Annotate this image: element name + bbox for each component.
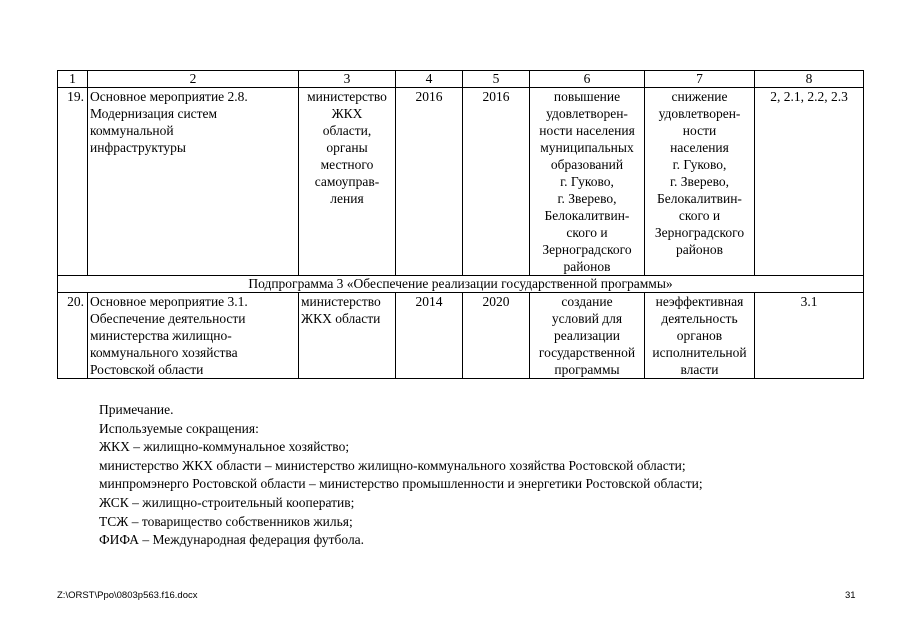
text-line: образований: [550, 157, 624, 172]
text-line: деятельность: [661, 311, 738, 326]
abbreviation-item: ЖКХ – жилищно-коммунальное хозяйство;: [99, 439, 350, 455]
executor-cell: [299, 293, 396, 379]
text-line: коммунальной: [90, 123, 174, 138]
column-number-row: [58, 71, 864, 88]
footer-file-path: Z:\ORST\Ppo\0803p563.f16.docx: [57, 590, 198, 601]
column-number-cell: 6: [530, 71, 645, 88]
table-row: [58, 88, 864, 276]
text-line: Ростовской области: [90, 362, 204, 377]
end-year-cell: 2020: [463, 293, 530, 379]
text-line: ЖКХ области: [301, 311, 381, 326]
event-name-cell: [88, 88, 299, 276]
text-line: районов: [675, 242, 724, 257]
text-line: министерство: [307, 89, 387, 104]
column-number-cell: 4: [396, 71, 463, 88]
text-line: органы: [326, 140, 368, 155]
text-line: Белокалитвин-: [544, 208, 630, 223]
subprogram-title: Подпрограмма 3 «Обеспечение реализации государственной программы»: [58, 276, 864, 293]
text-line: самоуправ-: [314, 174, 380, 189]
end-year-cell: 2016: [463, 88, 530, 276]
text-line: программы: [554, 362, 620, 377]
text-line: местного: [320, 157, 374, 172]
text-line: реализации: [554, 328, 620, 343]
column-number-cell: 2: [88, 71, 299, 88]
text-line: министерство: [301, 294, 381, 309]
column-number-cell: 3: [299, 71, 396, 88]
column-number-cell: 8: [755, 71, 864, 88]
text-line: ления: [330, 191, 364, 206]
text-line: неэффективная: [655, 294, 744, 309]
events-table: [57, 70, 864, 379]
start-year-cell: 2014: [396, 293, 463, 379]
text-line: ского и: [678, 208, 721, 223]
text-line: Зерноградского: [654, 225, 745, 240]
table-row: [58, 293, 864, 379]
start-year-cell: 2016: [396, 88, 463, 276]
text-line: Зерноградского: [542, 242, 632, 257]
row-number: 19.: [58, 88, 88, 276]
text-line: повышение: [553, 89, 621, 104]
abbreviation-item: ЖСК – жилищно-строительный кооператив;: [99, 494, 355, 510]
text-line: г. Зверево,: [557, 191, 617, 206]
abbreviation-item: ФИФА – Международная федерация футбола.: [99, 532, 365, 548]
subprogram-row: [58, 276, 864, 293]
abbreviation-item: ТСЖ – товарищество собственников жилья;: [99, 513, 353, 529]
text-line: ности: [682, 123, 717, 138]
indicator-link-cell: 2, 2.1, 2.2, 2.3: [755, 88, 864, 276]
text-line: Обеспечение деятельности: [90, 311, 246, 326]
expected-result-cell: [530, 293, 645, 379]
consequence-cell: [645, 293, 755, 379]
abbreviations-title: Используемые сокращения:: [99, 420, 259, 436]
text-line: коммунального хозяйства: [90, 345, 238, 360]
text-line: г. Зверево,: [670, 174, 729, 189]
text-line: Основное мероприятие 2.8.: [90, 89, 248, 104]
indicator-link-cell: 3.1: [755, 293, 864, 379]
text-line: органов: [676, 328, 723, 343]
column-number-cell: 1: [58, 71, 88, 88]
text-line: г. Гуково,: [560, 174, 614, 189]
text-line: инфраструктуры: [90, 140, 186, 155]
text-line: Модернизация систем: [90, 106, 218, 121]
text-line: Белокалитвин-: [657, 191, 742, 206]
text-line: населения: [670, 140, 729, 155]
executor-cell: [299, 88, 396, 276]
text-line: государственной: [538, 345, 636, 360]
text-line: Основное мероприятие 3.1.: [90, 294, 248, 309]
notes-block: [99, 401, 703, 550]
consequence-cell: [645, 88, 755, 276]
abbreviation-item: минпромэнерго Ростовской области – министерство промышленности и энергетики Ростовской области;: [99, 476, 703, 492]
expected-result-cell: [530, 88, 645, 276]
text-line: удовлетворен-: [546, 106, 628, 121]
text-line: области,: [322, 123, 372, 138]
abbreviation-item: министерство ЖКХ области – министерство жилищно-коммунального хозяйства Ростовской области;: [99, 457, 686, 473]
text-line: власти: [680, 362, 719, 377]
text-line: ского и: [566, 225, 608, 240]
row-number: 20.: [58, 293, 88, 379]
text-line: муниципальных: [540, 140, 634, 155]
text-line: г. Гуково,: [672, 157, 727, 172]
column-number-cell: 7: [645, 71, 755, 88]
text-line: ности населения: [539, 123, 635, 138]
page-number: 31: [845, 590, 856, 601]
text-line: условий для: [551, 311, 623, 326]
event-name-cell: [88, 293, 299, 379]
text-line: ЖКХ: [331, 106, 363, 121]
text-line: министерства жилищно-: [90, 328, 232, 343]
text-line: удовлетворен-: [658, 106, 741, 121]
text-line: районов: [563, 259, 611, 274]
note-title: Примечание.: [99, 402, 174, 417]
text-line: снижение: [671, 89, 728, 104]
text-line: создание: [561, 294, 613, 309]
column-number-cell: 5: [463, 71, 530, 88]
text-line: исполнительной: [652, 345, 747, 360]
